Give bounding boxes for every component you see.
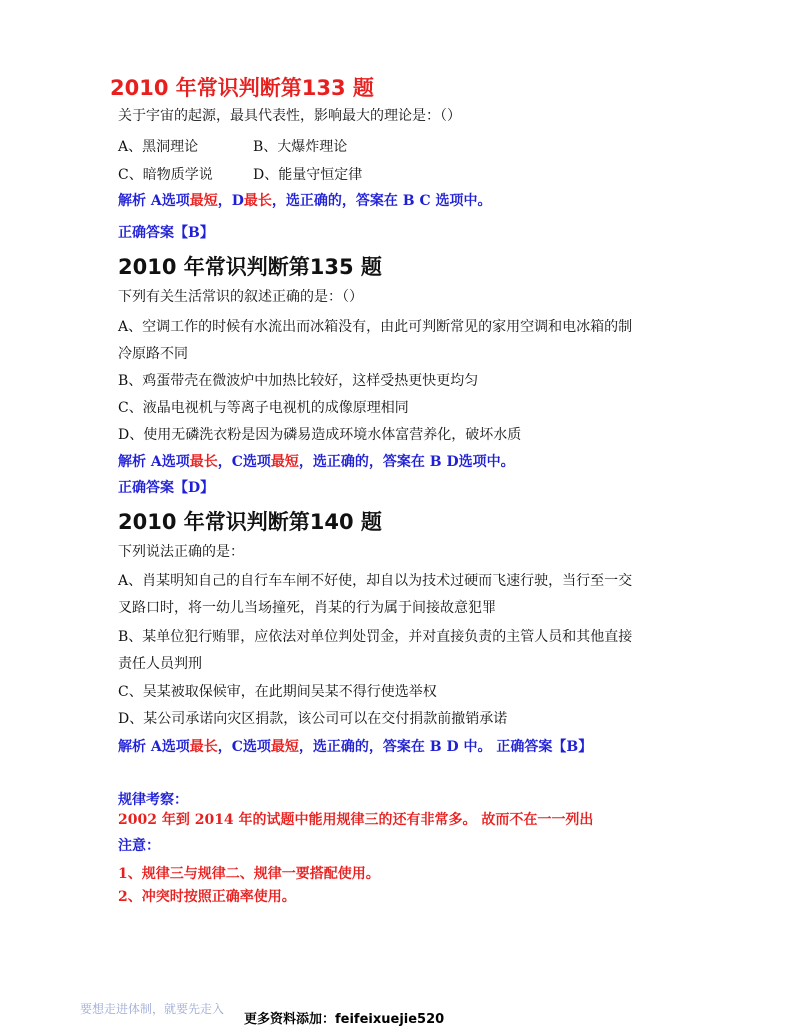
rules-note-heading: 注意： <box>118 838 160 854</box>
q133-answer: 正确答案【B】 <box>118 225 214 241</box>
q135-option-d: D、使用无磷洗衣粉是因为磷易造成环境水体富营养化，破坏水质 <box>118 427 522 443</box>
q135-analysis <box>118 452 515 472</box>
q135-option-a-line1: A、空调工作的时候有水流出而冰箱没有，由此可判断常见的家用空调和电冰箱的制 <box>118 319 633 335</box>
q133-options-cd <box>118 165 362 185</box>
rules-line1: 2002 年到 2014 年的试题中能用规律三的还有非常多。 故而不在一一列出 <box>118 812 594 828</box>
q140-analysis <box>118 737 592 757</box>
q140-title: 2010 年常识判断第140 题 <box>118 510 382 534</box>
q140-option-b-line2: 责任人员判刑 <box>118 656 202 672</box>
rules-note1: 1、规律三与规律二、规律一要搭配使用。 <box>118 866 380 882</box>
q135-option-c: C、液晶电视机与等离子电视机的成像原理相同 <box>118 400 409 416</box>
q135-answer: 正确答案【D】 <box>118 480 215 496</box>
footer-faded-text: 要想走进体制，就要先走入 <box>80 1002 225 1016</box>
q133-option-b: B、大爆炸理论 <box>253 139 348 155</box>
analysis-label: 解析 A选项 <box>118 739 190 755</box>
analysis-conclusion: ，选正确的，答案在 B D选项中。 <box>298 454 515 470</box>
q133-option-a: A、黑洞理论 <box>118 139 199 155</box>
analysis-mid: ，C选项 <box>217 739 271 755</box>
q140-option-a-line2: 叉路口时，将一幼儿当场撞死，肖某的行为属于间接故意犯罪 <box>118 600 496 616</box>
q140-option-d: D、某公司承诺向灾区捐款，该公司可以在交付捐款前撤销承诺 <box>118 711 508 727</box>
q135-title: 2010 年常识判断第135 题 <box>118 255 382 279</box>
q133-option-d: D、能量守恒定律 <box>253 167 363 183</box>
q133-title-year: 2010 <box>110 76 169 100</box>
q135-option-b: B、鸡蛋带壳在微波炉中加热比较好，这样受热更快更均匀 <box>118 373 479 389</box>
q135-option-a-line2: 冷原路不同 <box>118 346 188 362</box>
analysis-mid: ，D <box>217 193 244 209</box>
q133-analysis <box>118 191 492 211</box>
analysis-shortest: 最短 <box>189 193 218 209</box>
footer-contact: 更多资料添加：feifeixuejie520 <box>244 1012 445 1027</box>
analysis-shortest: 最短 <box>270 739 299 755</box>
analysis-mid: ，C选项 <box>217 454 271 470</box>
q140-question: 下列说法正确的是： <box>118 544 244 560</box>
q133-title-rest: 年常识判断第133 题 <box>168 76 374 100</box>
analysis-longest: 最长 <box>243 193 272 209</box>
q140-option-c: C、吴某被取保候审，在此期间吴某不得行使选举权 <box>118 684 437 700</box>
q140-option-a-line1: A、肖某明知自己的自行车车闸不好使，却自以为技术过硬而飞速行驶，当行至一交 <box>118 573 633 589</box>
analysis-longest: 最长 <box>189 454 218 470</box>
analysis-conclusion: ，选正确的，答案在 B C 选项中。 <box>271 193 492 209</box>
q133-options-ab <box>118 137 347 157</box>
q133-title <box>110 75 374 101</box>
q133-question: 关于宇宙的起源，最具代表性，影响最大的理论是：（） <box>118 108 461 124</box>
analysis-longest: 最长 <box>189 739 218 755</box>
analysis-label: 解析 A选项 <box>118 193 190 209</box>
q133-option-c: C、暗物质学说 <box>118 167 213 183</box>
q140-option-b-line1: B、某单位犯行贿罪，应依法对单位判处罚金，并对直接负责的主管人员和其他直接 <box>118 629 633 645</box>
rules-note2: 2、冲突时按照正确率使用。 <box>118 889 296 905</box>
rules-heading: 规律考察： <box>118 792 188 808</box>
q135-question: 下列有关生活常识的叙述正确的是：（） <box>118 289 363 305</box>
analysis-conclusion: ，选正确的，答案在 B D 中。 正确答案【B】 <box>298 739 593 755</box>
analysis-label: 解析 A选项 <box>118 454 190 470</box>
analysis-shortest: 最短 <box>270 454 299 470</box>
